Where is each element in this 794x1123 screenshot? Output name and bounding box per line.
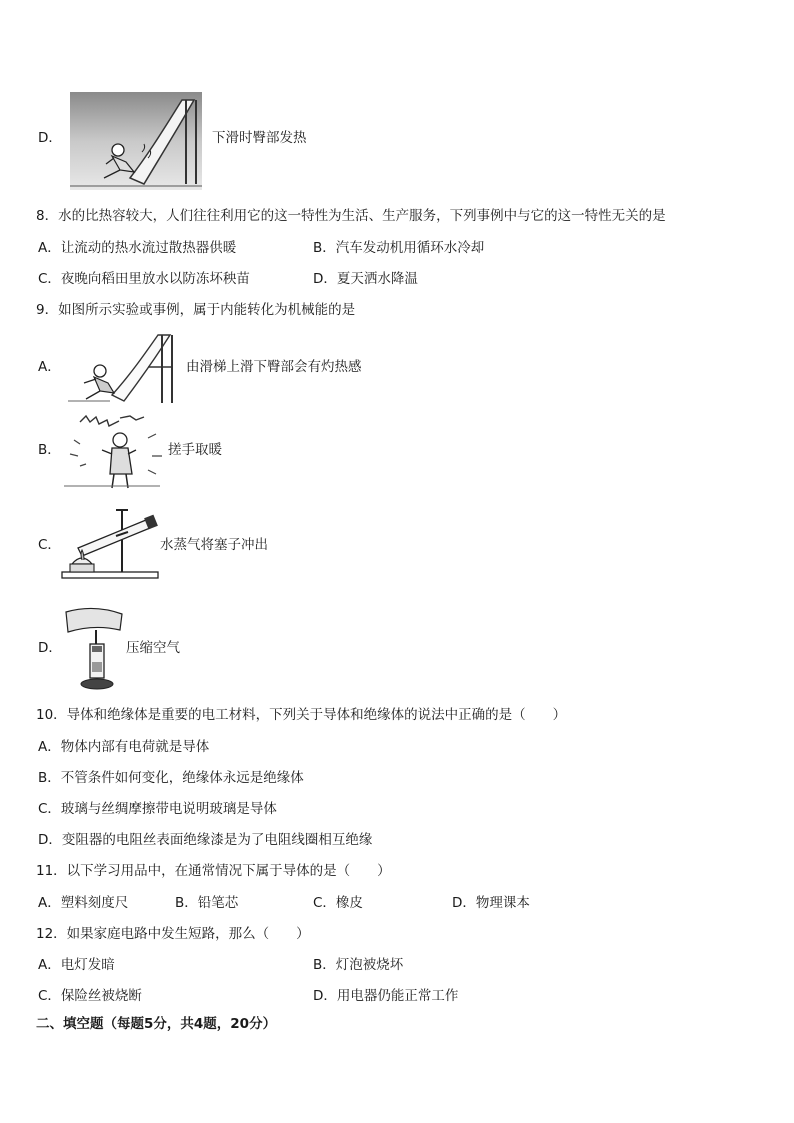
q9-option-d-letter: D． xyxy=(38,640,62,656)
q11-stem: 11．以下学习用品中，在通常情况下属于导体的是（ ） xyxy=(36,863,391,879)
q12-option-a: A．电灯发暗 xyxy=(38,957,115,973)
q10-option-d: D．变阻器的电阻丝表面绝缘漆是为了电阻线圈相互绝缘 xyxy=(38,832,373,848)
q8-option-b: B．汽车发动机用循环水冷却 xyxy=(313,240,485,256)
q11-option-d: D．物理课本 xyxy=(452,895,530,911)
q12-option-b: B．灯泡被烧坏 xyxy=(313,957,404,973)
q9-option-b-text: 搓手取暖 xyxy=(168,442,222,458)
q12-option-c: C．保险丝被烧断 xyxy=(38,988,142,1004)
q11-option-b: B．铅笔芯 xyxy=(175,895,239,911)
slide-child-icon xyxy=(70,92,202,190)
q10-option-b: B．不管条件如何变化，绝缘体永远是绝缘体 xyxy=(38,770,304,786)
q8-stem: 8．水的比热容较大，人们往往利用它的这一特性为生活、生产服务，下列事例中与它的这一特性无关的是 xyxy=(36,208,666,224)
air-compression-cylinder-icon xyxy=(64,606,124,692)
rubbing-hands-icon xyxy=(60,410,170,492)
test-tube-stopper-icon xyxy=(58,502,166,582)
q7-option-d-letter: D． xyxy=(38,130,62,146)
q8-option-c: C．夜晚向稻田里放水以防冻坏秧苗 xyxy=(38,271,250,287)
q9-option-c-letter: C． xyxy=(38,537,61,553)
q10-option-a: A．物体内部有电荷就是导体 xyxy=(38,739,210,755)
q11-option-c: C．橡皮 xyxy=(313,895,363,911)
q10-stem: 10．导体和绝缘体是重要的电工材料，下列关于导体和绝缘体的说法中正确的是（ ） xyxy=(36,707,567,723)
q9-option-a-letter: A． xyxy=(38,359,61,375)
q10-option-c: C．玻璃与丝绸摩擦带电说明玻璃是导体 xyxy=(38,801,277,817)
q8-option-a: A．让流动的热水流过散热器供暖 xyxy=(38,240,237,256)
q12-stem: 12．如果家庭电路中发生短路，那么（ ） xyxy=(36,926,310,942)
section-heading: 二、填空题（每题5分，共4题，20分） xyxy=(36,1016,277,1032)
q12-option-d: D．用电器仍能正常工作 xyxy=(313,988,459,1004)
q9-option-d-text: 压缩空气 xyxy=(126,640,180,656)
q9-option-c-text: 水蒸气将塞子冲出 xyxy=(160,537,268,553)
q9-stem: 9．如图所示实验或事例，属于内能转化为机械能的是 xyxy=(36,302,356,318)
q11-option-a: A．塑料刻度尺 xyxy=(38,895,129,911)
slide-child-icon xyxy=(64,331,180,407)
q7-option-d-text: 下滑时臀部发热 xyxy=(212,130,307,146)
q9-option-a-text: 由滑梯上滑下臀部会有灼热感 xyxy=(186,359,362,375)
q8-option-d: D．夏天洒水降温 xyxy=(313,271,418,287)
q9-option-b-letter: B． xyxy=(38,442,61,458)
